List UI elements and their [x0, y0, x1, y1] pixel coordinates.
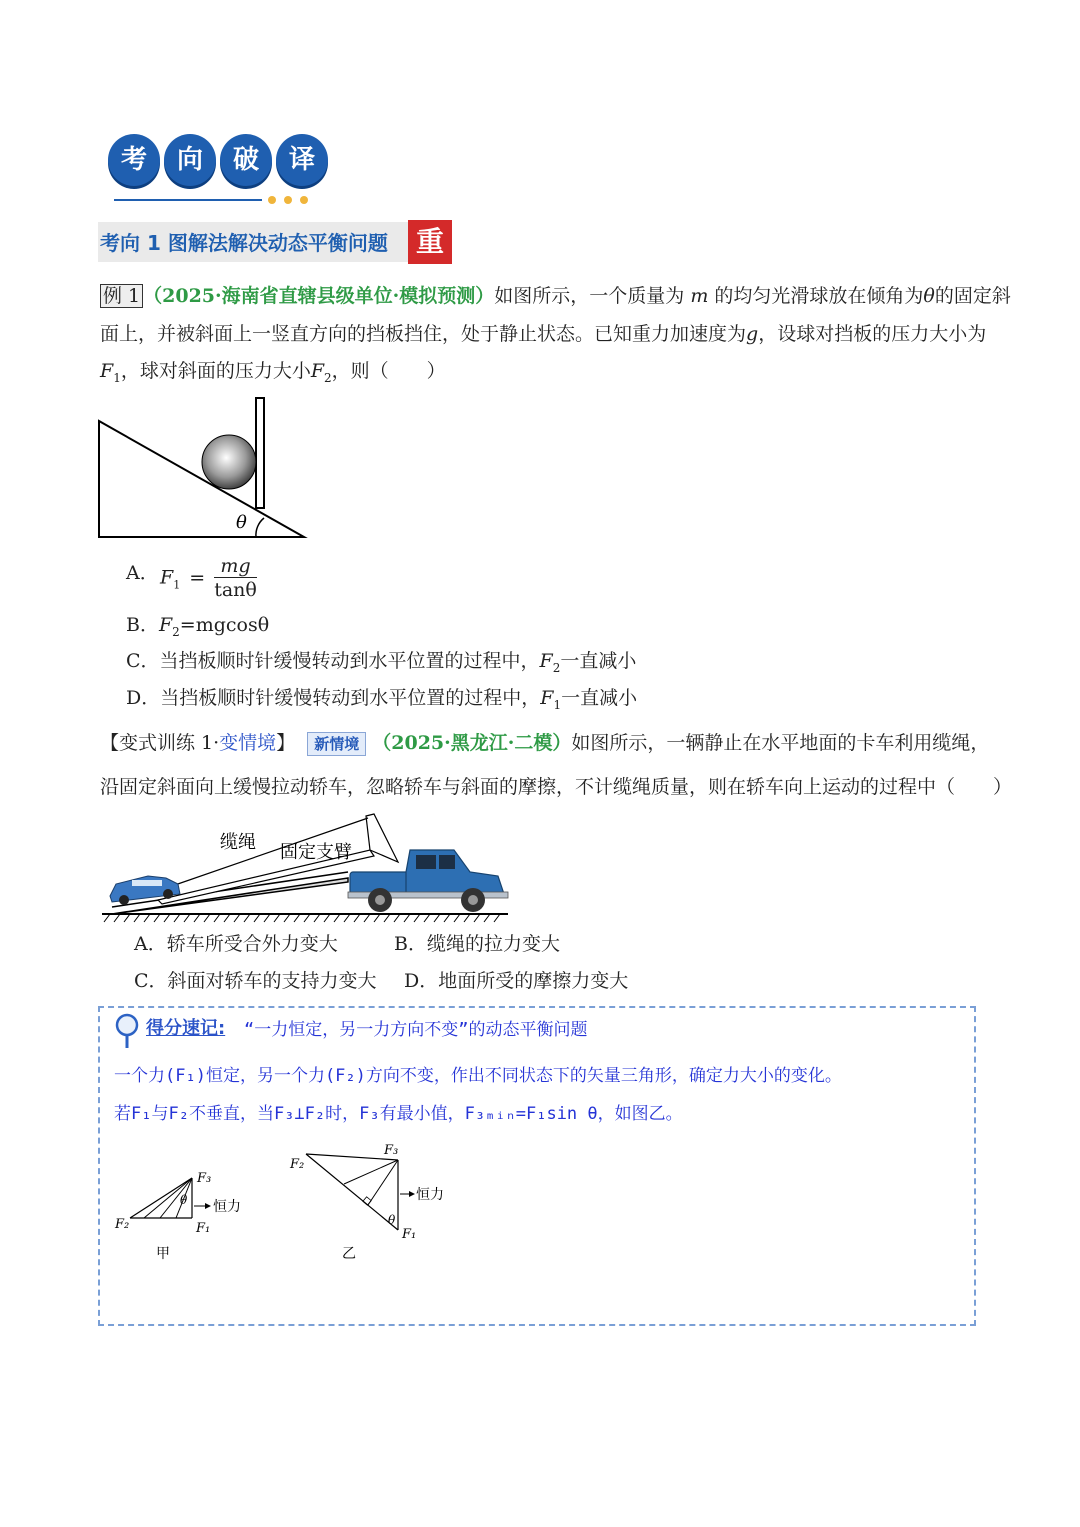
badge-xiang: 向: [164, 134, 216, 186]
yi-f1: F₁: [402, 1227, 417, 1242]
label-fixed-arm: 固定支臂: [280, 842, 352, 863]
variant-option-a[interactable]: A．轿车所受合外力变大: [134, 933, 338, 955]
variant1-line2: 沿固定斜面向上缓慢拉动轿车，忽略轿车与斜面的摩擦，不计缆绳质量，则在轿车向上运动的过程中（ ）: [100, 776, 1013, 798]
vector-diagram-jia: [110, 1160, 260, 1264]
magnifier-icon: [114, 1012, 144, 1052]
section-title: 考向 1 图解法解决动态平衡问题: [100, 231, 388, 255]
jia-label: 甲: [156, 1246, 170, 1262]
option-a-formula: $F_1$ = $\frac{mg}{\tan\theta}$: [160, 555, 257, 601]
variant-option-d[interactable]: D．地面所受的摩擦力变大: [404, 970, 629, 992]
option-a[interactable]: A．: [126, 562, 159, 584]
badge-yi: 译: [276, 134, 328, 186]
tips-line2: 若F₁与F₂不垂直，当F₃⊥F₂时，F₃有最小值，F₃ₘᵢₙ=F₁sin θ，如图乙。: [114, 1104, 683, 1124]
variant-option-c[interactable]: C．斜面对轿车的支持力变大: [134, 970, 377, 992]
new-scenario-badge: 新情境: [307, 732, 366, 756]
variant-option-b[interactable]: B．缆绳的拉力变大: [394, 933, 560, 955]
yi-label: 乙: [342, 1246, 356, 1262]
yi-theta: θ: [388, 1213, 396, 1227]
yi-const: 恒力: [416, 1187, 444, 1203]
example1-line2: 面上，并被斜面上一竖直方向的挡板挡住，处于静止状态。已知重力加速度为g，设球对挡板的压力大小为: [100, 323, 987, 345]
truck: [348, 850, 508, 912]
ground-hatch: [104, 914, 500, 922]
badge-po: 破: [220, 134, 272, 186]
variant1-source: （2025·黑龙江·二模）: [372, 732, 572, 754]
variant1-line1: 【变式训练 1·变情境】 新情境 （2025·黑龙江·二模）如图所示，一辆静止在水平地面的卡车利用缆绳，: [100, 732, 990, 754]
option-b[interactable]: B．$F_2=mgcos\theta$: [126, 614, 270, 639]
example1-line1: 例 1 （2025·海南省直辖县级单位·模拟预测）如图所示，一个质量为 m 的均匀光滑球放在倾角为θ的固定斜: [100, 283, 1011, 309]
incline-figure: [96, 394, 310, 542]
tips-title: 得分速记:: [146, 1018, 226, 1039]
yi-f2-line: [306, 1154, 398, 1230]
jia-f3: F₃: [197, 1171, 212, 1186]
incline-triangle: [99, 421, 304, 537]
header-dot: [268, 196, 276, 204]
option-c[interactable]: C．当挡板顺时针缓慢转动到水平位置的过程中，$F_2$一直减小: [126, 650, 637, 675]
jia-f1: F₁: [196, 1221, 211, 1236]
label-cable: 缆绳: [220, 832, 256, 853]
yi-f3: F₃: [384, 1143, 399, 1158]
header-dot: [300, 196, 308, 204]
example1-label: 例 1: [100, 284, 143, 308]
tips-line1: 一个力(F₁)恒定，另一个力(F₂)方向不变，作出不同状态下的矢量三角形，确定力大小的变化。: [114, 1066, 842, 1086]
jia-f2: F₂: [115, 1217, 130, 1232]
ball: [202, 435, 256, 489]
figure-theta-label: θ: [236, 512, 247, 533]
header-dot: [284, 196, 292, 204]
badge-kao: 考: [108, 134, 160, 186]
jia-theta: θ: [180, 1193, 188, 1207]
jia-const: 恒力: [213, 1199, 241, 1215]
tips-subtitle: “一力恒定，另一力方向不变”的动态平衡问题: [244, 1020, 588, 1040]
vector-diagram-yi: [284, 1140, 464, 1264]
yi-f2: F₂: [290, 1157, 305, 1172]
truck-figure: [98, 810, 518, 925]
example1-source: （2025·海南省直辖县级单位·模拟预测）: [143, 285, 495, 307]
angle-arc: [256, 518, 264, 537]
baffle-plate: [256, 398, 264, 508]
section-key-tag: 重: [408, 220, 452, 264]
option-d[interactable]: D．当挡板顺时针缓慢转动到水平位置的过程中，$F_1$一直减小: [126, 687, 638, 712]
example1-line3: $F_1$，球对斜面的压力大小$F_2$，则（ ）: [100, 360, 446, 385]
header-underline: [114, 199, 262, 201]
